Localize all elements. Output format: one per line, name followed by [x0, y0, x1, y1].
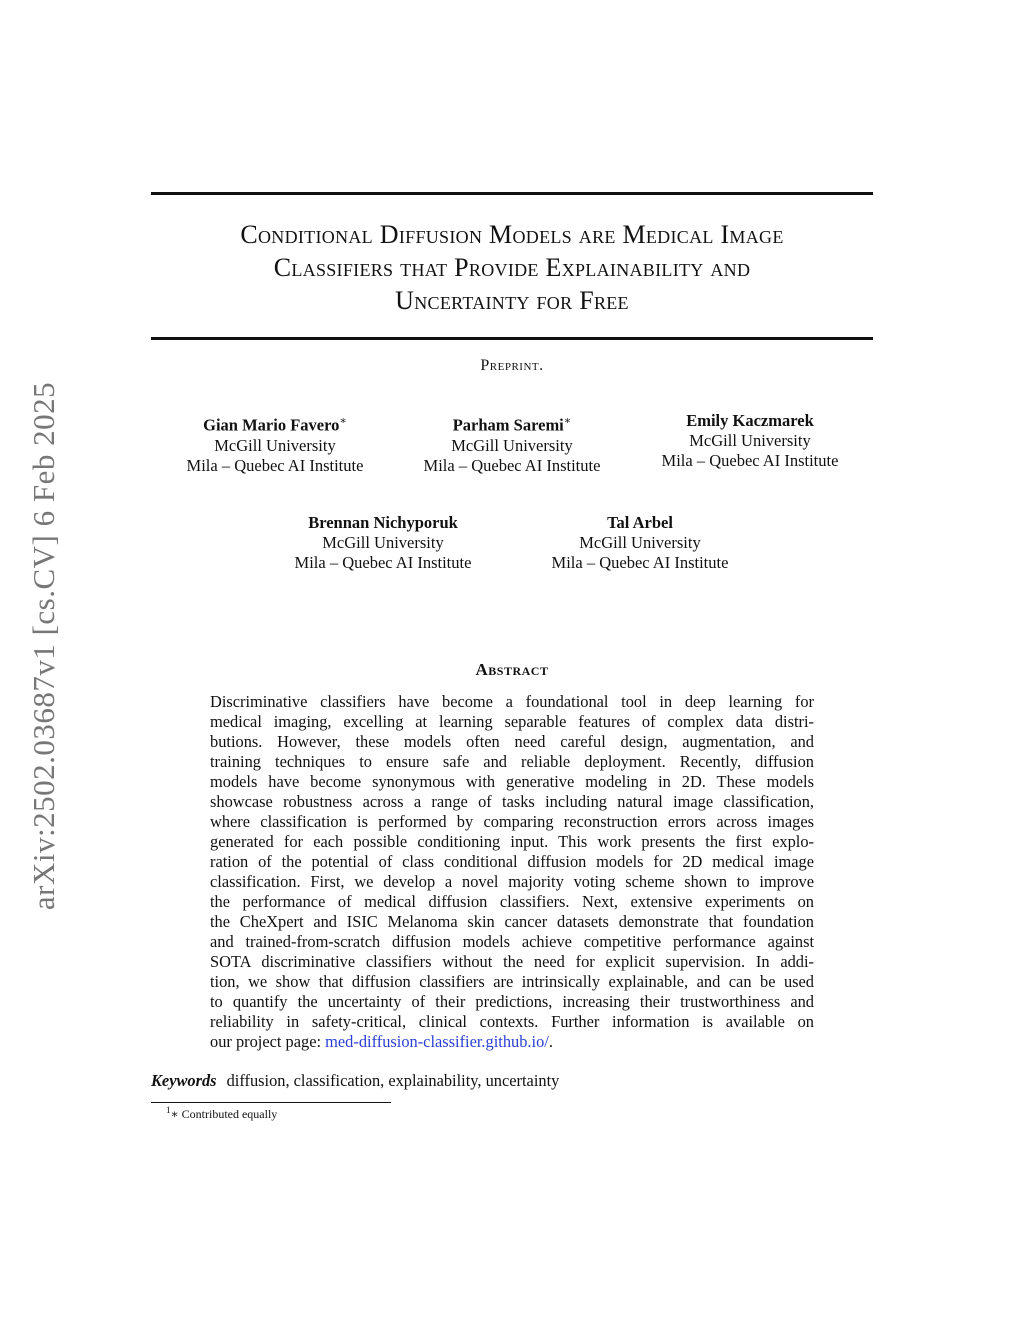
- abstract-line: generated for each possible conditioning input. This work presents the first explo-: [210, 832, 814, 851]
- author-institute: Mila – Quebec AI Institute: [294, 553, 472, 572]
- abstract-line: showcase robustness across a range of tasks including natural image classification,: [210, 792, 814, 811]
- author-affiliation: McGill University: [451, 435, 573, 455]
- footnote-mark: 1: [166, 1105, 171, 1115]
- author-name: Parham Saremi: [452, 415, 564, 435]
- footnote-rule: [151, 1102, 391, 1103]
- author-institute: Mila – Quebec AI Institute: [423, 455, 601, 475]
- footnote-text: ∗ Contributed equally: [170, 1107, 278, 1121]
- keywords-label: Keywords: [151, 1071, 217, 1090]
- abstract-line: tion, we show that diffusion classifiers are intrinsically explainable, and can be used: [210, 972, 814, 991]
- abstract-line: models have become synonymous with generative modeling in 2D. These models: [210, 772, 814, 791]
- author-affiliation: McGill University: [689, 431, 811, 450]
- abstract-final-suffix: .: [548, 1032, 553, 1051]
- abstract-heading: Abstract: [475, 660, 549, 679]
- author-name: Brennan Nichyporuk: [308, 513, 458, 532]
- author-block: [392, 411, 632, 476]
- keywords-row: [151, 1071, 559, 1091]
- title-line: Classifiers that Provide Explainability and: [273, 253, 751, 282]
- author-affiliation: McGill University: [214, 435, 336, 455]
- equal-contribution-mark: ∗: [339, 415, 347, 427]
- abstract-line: training techniques to ensure safe and reliable deployment. Recently, diffusion: [210, 752, 814, 771]
- abstract-line: the CheXpert and ISIC Melanoma skin cancer datasets demonstrate that foundation: [210, 912, 814, 931]
- paper-title: [151, 218, 873, 317]
- abstract-line: to quantify the uncertainty of their predictions, increasing their trustworthiness and: [210, 992, 814, 1011]
- author-institute: Mila – Quebec AI Institute: [186, 455, 364, 475]
- abstract-line: butions. However, these models often need careful design, augmentation, and: [210, 732, 814, 751]
- abstract-line: classification. First, we develop a novel majority voting scheme shown to improve: [210, 872, 814, 891]
- title-line: Uncertainty for Free: [395, 286, 629, 315]
- author-affiliation: McGill University: [579, 533, 701, 552]
- author-institute: Mila – Quebec AI Institute: [661, 451, 839, 470]
- arxiv-identifier: arXiv:2502.03687v1 [cs.CV] 6 Feb 2025: [26, 381, 61, 911]
- abstract-final-prefix: our project page:: [210, 1032, 326, 1051]
- title-top-rule: [151, 192, 873, 195]
- abstract-line: medical imaging, excelling at learning separable features of complex data distri-: [210, 712, 814, 731]
- author-name: Emily Kaczmarek: [686, 411, 814, 430]
- abstract-final-line: [210, 1032, 814, 1052]
- abstract-line: Discriminative classifiers have become a foundational tool in deep learning for: [210, 692, 814, 711]
- footnote: [166, 1105, 277, 1122]
- author-institute: Mila – Quebec AI Institute: [551, 553, 729, 572]
- equal-contribution-mark: ∗: [563, 415, 572, 427]
- keywords-text: diffusion, classification, explainability, uncertainty: [226, 1071, 560, 1090]
- author-block: [155, 411, 395, 476]
- project-page-link[interactable]: med-diffusion-classifier.github.io/: [325, 1032, 549, 1051]
- abstract-line: SOTA discriminative classifiers without the need for explicit supervision. In addi-: [210, 952, 814, 971]
- title-line: Conditional Diffusion Models are Medical Image: [240, 220, 784, 249]
- author-block: [263, 513, 503, 573]
- author-block: [630, 411, 870, 471]
- author-name: Gian Mario Favero: [203, 415, 340, 435]
- abstract-line: where classification is performed by comparing reconstruction errors across images: [210, 812, 814, 831]
- preprint-label: Preprint.: [480, 357, 544, 374]
- abstract-line: and trained-from-scratch diffusion models achieve competitive performance against: [210, 932, 814, 951]
- abstract-line: ration of the potential of class conditional diffusion models for 2D medical image: [210, 852, 814, 871]
- author-name: Tal Arbel: [607, 513, 673, 532]
- author-block: [520, 513, 760, 573]
- abstract-line: the performance of medical diffusion classifiers. Next, extensive experiments on: [210, 892, 814, 911]
- abstract-line: reliability in safety-critical, clinical contexts. Further information is available on: [210, 1012, 814, 1031]
- author-affiliation: McGill University: [322, 533, 444, 552]
- title-bottom-rule: [151, 337, 873, 340]
- abstract-body: [210, 692, 814, 1052]
